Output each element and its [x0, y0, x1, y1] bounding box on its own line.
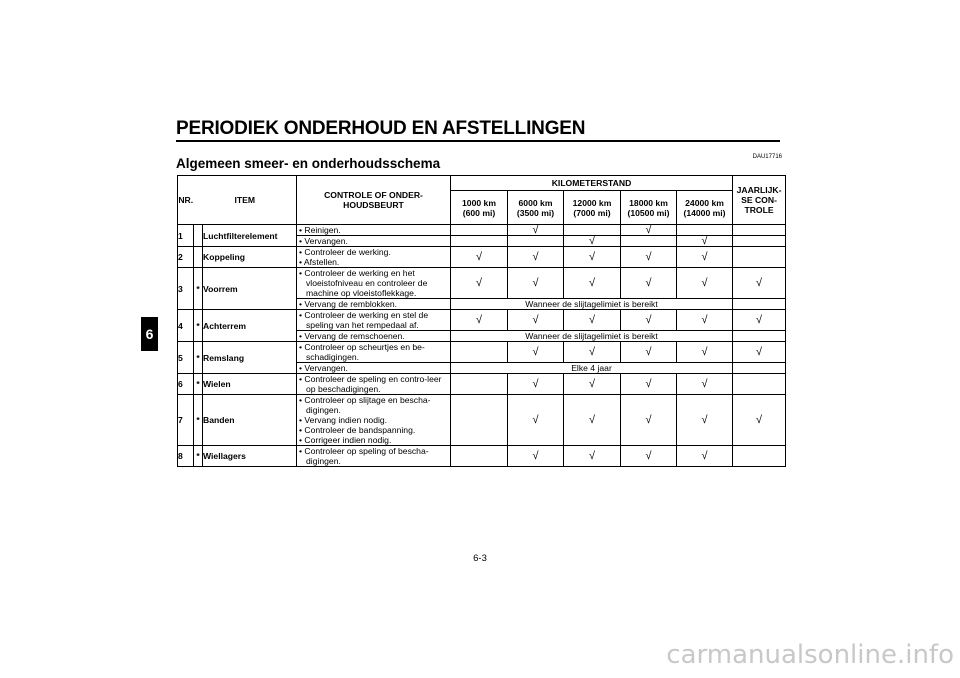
- row-check-km-4: √: [621, 310, 677, 331]
- header-km-1: 1000 km (600 mi): [451, 191, 508, 225]
- row-control: [297, 374, 451, 395]
- row-check-km-5: √: [677, 395, 733, 446]
- row-number: 3: [178, 268, 194, 310]
- header-km-2: 6000 km (3500 mi): [508, 191, 564, 225]
- control-bullet: • Vervangen.: [299, 236, 348, 246]
- row-check-km-1: [451, 342, 508, 363]
- row-check-km-5: √: [677, 374, 733, 395]
- row-control: [297, 395, 451, 446]
- row-check-km-4: √: [621, 374, 677, 395]
- row-check-km-5: √: [677, 268, 733, 299]
- row-check-km-4: √: [621, 225, 677, 236]
- table-row: [178, 247, 786, 268]
- control-bullet: • Controleer de werking en stel de speling van het rempedaal af.: [299, 310, 429, 330]
- table-row: [178, 342, 786, 363]
- row-check-annual: √: [733, 342, 786, 363]
- row-check-km-2: √: [508, 446, 564, 467]
- row-check-annual: [733, 446, 786, 467]
- row-check-annual: [733, 331, 786, 342]
- row-item: Remslang: [203, 342, 297, 374]
- row-check-km-2: √: [508, 342, 564, 363]
- control-bullet: • Corrigeer indien nodig.: [299, 435, 392, 445]
- row-star-marker: *: [194, 374, 203, 395]
- row-check-km-1: [451, 395, 508, 446]
- control-bullet: • Controleer de werking.: [299, 247, 391, 257]
- control-bullet: • Controleer de speling en contro-leer op beschadigingen.: [299, 374, 442, 394]
- row-control: [297, 342, 451, 363]
- row-check-km-3: √: [564, 374, 621, 395]
- row-check-km-4: √: [621, 247, 677, 268]
- row-check-km-4: √: [621, 268, 677, 299]
- row-star-marker: *: [194, 310, 203, 342]
- chapter-tab: 6: [141, 317, 158, 351]
- row-star-marker: *: [194, 395, 203, 446]
- row-check-km-3: √: [564, 268, 621, 299]
- row-check-km-3: √: [564, 342, 621, 363]
- document-code: DAU17716: [752, 154, 782, 160]
- row-control: [297, 247, 451, 268]
- row-check-km-3: [564, 225, 621, 236]
- row-check-km-3: √: [564, 395, 621, 446]
- row-check-annual: [733, 225, 786, 236]
- row-check-km-4: √: [621, 342, 677, 363]
- row-check-annual: [733, 374, 786, 395]
- row-control: [297, 310, 451, 331]
- row-check-km-2: √: [508, 268, 564, 299]
- row-control: [297, 225, 451, 236]
- row-item: Wielen: [203, 374, 297, 395]
- maintenance-schedule-table: [177, 175, 786, 467]
- row-interval-note: Wanneer de slijtagelimiet is bereikt: [451, 331, 733, 342]
- row-check-annual: [733, 299, 786, 310]
- row-check-km-1: [451, 374, 508, 395]
- row-check-annual: √: [733, 395, 786, 446]
- row-number: 8: [178, 446, 194, 467]
- row-check-km-2: √: [508, 247, 564, 268]
- row-check-km-1: √: [451, 268, 508, 299]
- control-bullet: • Controleer op slijtage en bescha-digingen.: [299, 395, 431, 415]
- header-control: CONTROLE OF ONDER- HOUDSBEURT: [297, 176, 451, 225]
- table-row: [178, 268, 786, 299]
- table-row: [178, 446, 786, 467]
- row-star-marker: *: [194, 342, 203, 374]
- row-check-km-3: √: [564, 310, 621, 331]
- row-check-km-1: √: [451, 310, 508, 331]
- row-number: 6: [178, 374, 194, 395]
- table-row: [178, 225, 786, 236]
- row-item: Banden: [203, 395, 297, 446]
- table-row: [178, 374, 786, 395]
- row-check-km-5: √: [677, 236, 733, 247]
- row-control: [297, 363, 451, 374]
- row-star-marker: *: [194, 268, 203, 310]
- section-subtitle: Algemeen smeer- en onderhoudsschema: [176, 156, 441, 171]
- row-check-km-2: √: [508, 310, 564, 331]
- watermark: carmanualsonline.info: [666, 640, 954, 670]
- header-km-4: 18000 km (10500 mi): [621, 191, 677, 225]
- row-interval-note: Elke 4 jaar: [451, 363, 733, 374]
- row-check-annual: [733, 236, 786, 247]
- row-check-km-1: √: [451, 247, 508, 268]
- header-nr: NR.: [178, 176, 194, 225]
- header-annual: JAARLIJK- SE CON- TROLE: [733, 176, 786, 225]
- table-row: [178, 395, 786, 446]
- header-item: ITEM: [194, 176, 297, 225]
- row-check-annual: √: [733, 310, 786, 331]
- header-km-group: KILOMETERSTAND: [451, 176, 733, 191]
- row-number: 5: [178, 342, 194, 374]
- control-bullet: • Vervangen.: [299, 363, 348, 373]
- row-check-km-2: √: [508, 374, 564, 395]
- row-check-km-5: √: [677, 247, 733, 268]
- header-km-5: 24000 km (14000 mi): [677, 191, 733, 225]
- row-check-annual: [733, 363, 786, 374]
- row-check-km-4: √: [621, 395, 677, 446]
- row-check-km-5: √: [677, 342, 733, 363]
- row-control: [297, 236, 451, 247]
- table-row: [178, 310, 786, 331]
- row-item: Achterrem: [203, 310, 297, 342]
- row-item: Voorrem: [203, 268, 297, 310]
- row-check-km-3: √: [564, 247, 621, 268]
- row-item: Koppeling: [203, 247, 297, 268]
- header-km-3: 12000 km (7000 mi): [564, 191, 621, 225]
- row-check-km-1: [451, 225, 508, 236]
- row-check-annual: [733, 247, 786, 268]
- row-check-km-4: [621, 236, 677, 247]
- row-star-marker: *: [194, 446, 203, 467]
- row-check-km-3: √: [564, 236, 621, 247]
- row-control: [297, 331, 451, 342]
- row-control: [297, 446, 451, 467]
- row-control: [297, 268, 451, 299]
- row-check-annual: √: [733, 268, 786, 299]
- row-check-km-5: √: [677, 310, 733, 331]
- row-check-km-1: [451, 446, 508, 467]
- row-number: 4: [178, 310, 194, 342]
- control-bullet: • Controleer op speling of bescha-digingen.: [299, 446, 429, 466]
- control-bullet: • Vervang de remschoenen.: [299, 331, 405, 341]
- page-title: PERIODIEK ONDERHOUD EN AFSTELLINGEN: [176, 118, 586, 139]
- row-star-marker: [194, 225, 203, 247]
- page-number: 6-3: [473, 553, 487, 564]
- control-bullet: • Reinigen.: [299, 225, 341, 235]
- row-control: [297, 299, 451, 310]
- control-bullet: • Vervang indien nodig.: [299, 415, 388, 425]
- row-number: 2: [178, 247, 194, 268]
- row-item: Luchtfilterelement: [203, 225, 297, 247]
- control-bullet: • Controleer op scheurtjes en be-schadigingen.: [299, 342, 425, 362]
- row-check-km-3: √: [564, 446, 621, 467]
- title-rule: [176, 140, 780, 142]
- row-check-km-2: √: [508, 225, 564, 236]
- row-check-km-2: [508, 236, 564, 247]
- row-star-marker: [194, 247, 203, 268]
- control-bullet: • Afstellen.: [299, 257, 340, 267]
- row-check-km-5: √: [677, 446, 733, 467]
- row-number: 7: [178, 395, 194, 446]
- control-bullet: • Controleer de werking en het vloeistofniveau en controleer de machine op vloeistoflekkage.: [299, 268, 428, 298]
- row-check-km-1: [451, 236, 508, 247]
- control-bullet: • Vervang de remblokken.: [299, 299, 398, 309]
- control-bullet: • Controleer de bandspanning.: [299, 425, 416, 435]
- row-interval-note: Wanneer de slijtagelimiet is bereikt: [451, 299, 733, 310]
- row-check-km-4: √: [621, 446, 677, 467]
- row-number: 1: [178, 225, 194, 247]
- row-check-km-5: [677, 225, 733, 236]
- row-check-km-2: √: [508, 395, 564, 446]
- row-item: Wiellagers: [203, 446, 297, 467]
